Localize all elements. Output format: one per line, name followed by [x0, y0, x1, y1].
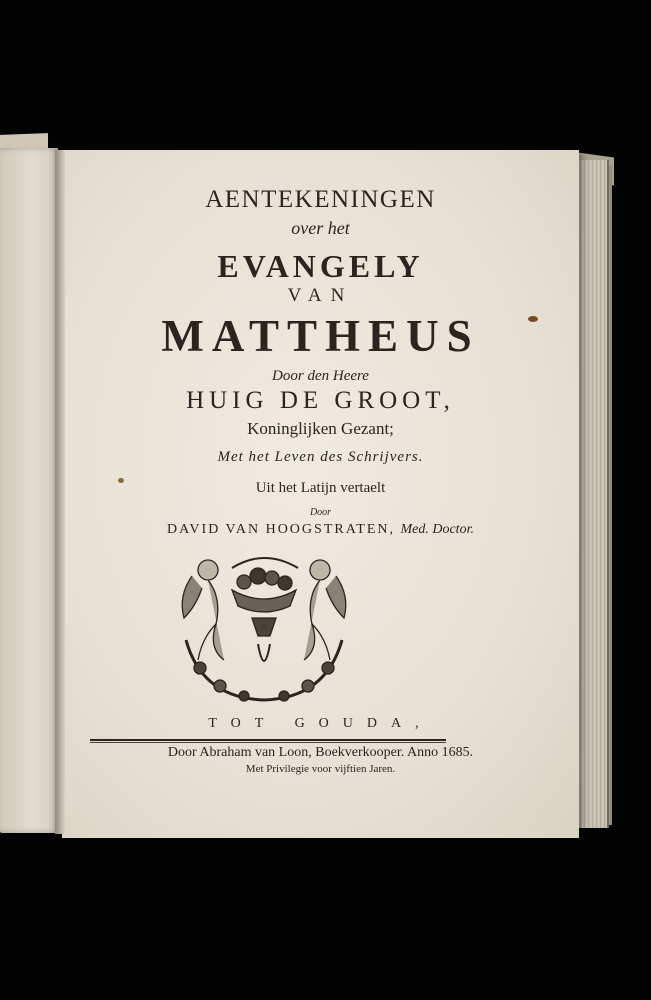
subtitle-life: Met het Leven des Schrijvers. — [217, 449, 424, 465]
title-line-2: over het — [291, 218, 350, 238]
imprint-rule-thin — [90, 742, 446, 743]
imprint-line: Door Abraham van Loon, Boekverkooper. Anno 1685. — [167, 745, 474, 760]
title-line-4: VAN — [287, 285, 354, 306]
author-name: HUIG DE GROOT, — [186, 387, 455, 414]
page-edges — [577, 160, 609, 828]
title-line-1: AENTEKENINGEN — [205, 186, 436, 213]
author-title: Koninglijken Gezant; — [247, 419, 394, 438]
stain-mark — [528, 316, 538, 322]
place-line: TOT GOUDA, — [208, 716, 433, 731]
author-intro: Door den Heere — [272, 368, 369, 384]
translator-title: Med. Doctor. — [400, 522, 474, 537]
cherubs-fruit-basket-vignette-icon — [172, 548, 357, 706]
imprint-rule — [90, 739, 446, 741]
left-page — [0, 148, 58, 833]
translation-note: Uit het Latijn vertaelt — [255, 480, 386, 496]
stain-mark-small — [118, 478, 124, 483]
title-line-3: EVANGELY — [217, 248, 424, 284]
translator-intro: Door — [309, 507, 332, 518]
title-line-5: MATTHEUS — [161, 311, 480, 361]
privilege-line: Met Privilegie voor vijftien Jaren. — [245, 763, 396, 775]
translator-line — [62, 522, 579, 538]
translator-name: DAVID VAN HOOGSTRATEN, — [167, 522, 395, 537]
